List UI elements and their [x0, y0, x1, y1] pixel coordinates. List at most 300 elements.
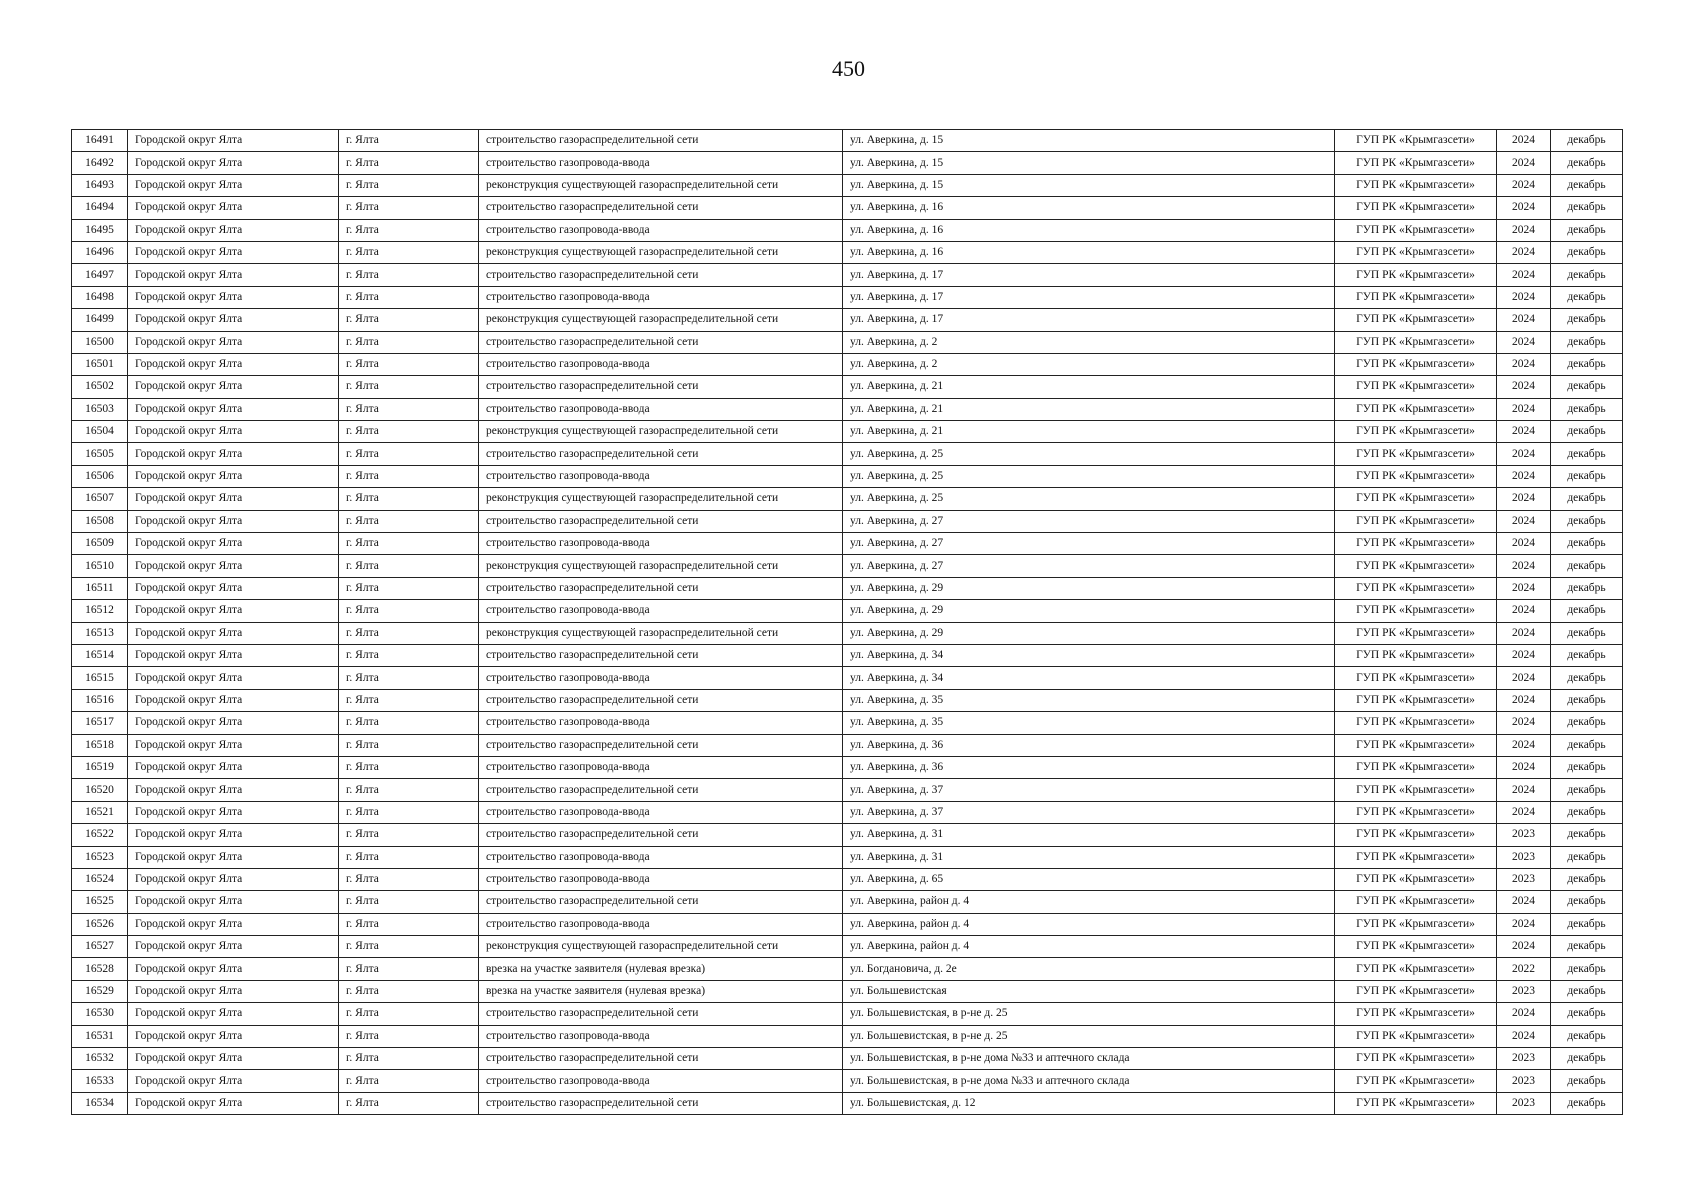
- cell-municipality: Городской округ Ялта: [128, 689, 339, 711]
- cell-organization: ГУП РК «Крымгазсети»: [1335, 286, 1497, 308]
- cell-settlement: г. Ялта: [339, 555, 479, 577]
- cell-address: ул. Аверкина, д. 36: [843, 756, 1335, 778]
- cell-work-type: строительство газопровода-ввода: [479, 353, 843, 375]
- cell-address: ул. Аверкина, д. 17: [843, 286, 1335, 308]
- cell-work-type: реконструкция существующей газораспределительной сети: [479, 174, 843, 196]
- cell-organization: ГУП РК «Крымгазсети»: [1335, 331, 1497, 353]
- cell-work-type: строительство газораспределительной сети: [479, 331, 843, 353]
- cell-organization: ГУП РК «Крымгазсети»: [1335, 913, 1497, 935]
- cell-settlement: г. Ялта: [339, 779, 479, 801]
- cell-year: 2024: [1497, 241, 1551, 263]
- cell-settlement: г. Ялта: [339, 309, 479, 331]
- cell-settlement: г. Ялта: [339, 600, 479, 622]
- cell-work-type: строительство газопровода-ввода: [479, 398, 843, 420]
- cell-organization: ГУП РК «Крымгазсети»: [1335, 891, 1497, 913]
- cell-year: 2024: [1497, 913, 1551, 935]
- cell-year: 2023: [1497, 1092, 1551, 1114]
- cell-month: декабрь: [1551, 174, 1623, 196]
- cell-month: декабрь: [1551, 891, 1623, 913]
- cell-work-type: реконструкция существующей газораспределительной сети: [479, 241, 843, 263]
- cell-municipality: Городской округ Ялта: [128, 264, 339, 286]
- cell-year: 2024: [1497, 174, 1551, 196]
- cell-row-number: 16491: [72, 130, 128, 152]
- cell-organization: ГУП РК «Крымгазсети»: [1335, 1092, 1497, 1114]
- cell-municipality: Городской округ Ялта: [128, 712, 339, 734]
- cell-municipality: Городской округ Ялта: [128, 1070, 339, 1092]
- cell-organization: ГУП РК «Крымгазсети»: [1335, 846, 1497, 868]
- cell-settlement: г. Ялта: [339, 644, 479, 666]
- table-row: [72, 353, 1623, 375]
- cell-work-type: строительство газораспределительной сети: [479, 891, 843, 913]
- cell-municipality: Городской округ Ялта: [128, 309, 339, 331]
- cell-month: декабрь: [1551, 353, 1623, 375]
- cell-address: ул. Аверкина, д. 2: [843, 331, 1335, 353]
- cell-settlement: г. Ялта: [339, 1025, 479, 1047]
- cell-year: 2022: [1497, 958, 1551, 980]
- cell-municipality: Городской округ Ялта: [128, 779, 339, 801]
- cell-municipality: Городской округ Ялта: [128, 1092, 339, 1114]
- cell-settlement: г. Ялта: [339, 174, 479, 196]
- cell-row-number: 16521: [72, 801, 128, 823]
- cell-municipality: Городской округ Ялта: [128, 644, 339, 666]
- cell-municipality: Городской округ Ялта: [128, 130, 339, 152]
- cell-address: ул. Богдановича, д. 2е: [843, 958, 1335, 980]
- table-row: [72, 577, 1623, 599]
- cell-work-type: строительство газопровода-ввода: [479, 913, 843, 935]
- cell-row-number: 16493: [72, 174, 128, 196]
- cell-month: декабрь: [1551, 1048, 1623, 1070]
- cell-settlement: г. Ялта: [339, 443, 479, 465]
- cell-row-number: 16508: [72, 510, 128, 532]
- cell-settlement: г. Ялта: [339, 152, 479, 174]
- cell-row-number: 16516: [72, 689, 128, 711]
- cell-work-type: строительство газораспределительной сети: [479, 376, 843, 398]
- cell-settlement: г. Ялта: [339, 712, 479, 734]
- cell-work-type: строительство газопровода-ввода: [479, 219, 843, 241]
- cell-row-number: 16532: [72, 1048, 128, 1070]
- cell-organization: ГУП РК «Крымгазсети»: [1335, 443, 1497, 465]
- cell-organization: ГУП РК «Крымгазсети»: [1335, 174, 1497, 196]
- cell-municipality: Городской округ Ялта: [128, 533, 339, 555]
- cell-year: 2024: [1497, 421, 1551, 443]
- cell-row-number: 16497: [72, 264, 128, 286]
- cell-organization: ГУП РК «Крымгазсети»: [1335, 1025, 1497, 1047]
- cell-year: 2024: [1497, 801, 1551, 823]
- cell-organization: ГУП РК «Крымгазсети»: [1335, 241, 1497, 263]
- cell-row-number: 16529: [72, 980, 128, 1002]
- table-row: [72, 376, 1623, 398]
- table-row: [72, 174, 1623, 196]
- cell-organization: ГУП РК «Крымгазсети»: [1335, 376, 1497, 398]
- cell-settlement: г. Ялта: [339, 353, 479, 375]
- table-row: [72, 600, 1623, 622]
- cell-work-type: строительство газораспределительной сети: [479, 1092, 843, 1114]
- cell-work-type: строительство газопровода-ввода: [479, 600, 843, 622]
- cell-address: ул. Аверкина, д. 29: [843, 577, 1335, 599]
- cell-organization: ГУП РК «Крымгазсети»: [1335, 555, 1497, 577]
- cell-month: декабрь: [1551, 689, 1623, 711]
- cell-municipality: Городской округ Ялта: [128, 824, 339, 846]
- table-row: [72, 241, 1623, 263]
- cell-row-number: 16525: [72, 891, 128, 913]
- cell-month: декабрь: [1551, 286, 1623, 308]
- table-row: [72, 488, 1623, 510]
- cell-work-type: строительство газораспределительной сети: [479, 264, 843, 286]
- cell-row-number: 16512: [72, 600, 128, 622]
- cell-municipality: Городской округ Ялта: [128, 197, 339, 219]
- cell-address: ул. Аверкина, д. 35: [843, 689, 1335, 711]
- cell-organization: ГУП РК «Крымгазсети»: [1335, 779, 1497, 801]
- table-row: [72, 1070, 1623, 1092]
- cell-work-type: строительство газораспределительной сети: [479, 689, 843, 711]
- cell-address: ул. Аверкина, д. 29: [843, 622, 1335, 644]
- cell-organization: ГУП РК «Крымгазсети»: [1335, 936, 1497, 958]
- cell-address: ул. Аверкина, д. 25: [843, 488, 1335, 510]
- cell-row-number: 16519: [72, 756, 128, 778]
- cell-year: 2024: [1497, 1025, 1551, 1047]
- cell-address: ул. Аверкина, район д. 4: [843, 913, 1335, 935]
- cell-organization: ГУП РК «Крымгазсети»: [1335, 510, 1497, 532]
- cell-month: декабрь: [1551, 465, 1623, 487]
- cell-work-type: реконструкция существующей газораспределительной сети: [479, 421, 843, 443]
- cell-municipality: Городской округ Ялта: [128, 868, 339, 890]
- cell-municipality: Городской округ Ялта: [128, 1025, 339, 1047]
- cell-year: 2024: [1497, 600, 1551, 622]
- table-row: [72, 152, 1623, 174]
- cell-month: декабрь: [1551, 913, 1623, 935]
- cell-address: ул. Аверкина, д. 21: [843, 421, 1335, 443]
- cell-address: ул. Аверкина, д. 35: [843, 712, 1335, 734]
- cell-work-type: реконструкция существующей газораспределительной сети: [479, 309, 843, 331]
- cell-work-type: реконструкция существующей газораспределительной сети: [479, 622, 843, 644]
- cell-month: декабрь: [1551, 846, 1623, 868]
- cell-organization: ГУП РК «Крымгазсети»: [1335, 488, 1497, 510]
- table-row: [72, 421, 1623, 443]
- cell-settlement: г. Ялта: [339, 846, 479, 868]
- cell-organization: ГУП РК «Крымгазсети»: [1335, 152, 1497, 174]
- cell-municipality: Городской округ Ялта: [128, 421, 339, 443]
- cell-row-number: 16526: [72, 913, 128, 935]
- table-row: [72, 555, 1623, 577]
- cell-address: ул. Большевистская, в р-не дома №33 и аптечного склада: [843, 1070, 1335, 1092]
- table-row: [72, 309, 1623, 331]
- cell-month: декабрь: [1551, 667, 1623, 689]
- cell-year: 2024: [1497, 376, 1551, 398]
- cell-year: 2024: [1497, 353, 1551, 375]
- cell-municipality: Городской округ Ялта: [128, 353, 339, 375]
- page-number: 450: [832, 56, 865, 81]
- cell-month: декабрь: [1551, 510, 1623, 532]
- cell-year: 2024: [1497, 712, 1551, 734]
- table-row: [72, 689, 1623, 711]
- cell-month: декабрь: [1551, 376, 1623, 398]
- cell-year: 2024: [1497, 756, 1551, 778]
- gas-network-registry-table: [71, 129, 1623, 1115]
- cell-address: ул. Аверкина, д. 21: [843, 398, 1335, 420]
- cell-year: 2024: [1497, 219, 1551, 241]
- table-row: [72, 913, 1623, 935]
- cell-settlement: г. Ялта: [339, 286, 479, 308]
- cell-municipality: Городской округ Ялта: [128, 241, 339, 263]
- cell-municipality: Городской округ Ялта: [128, 1048, 339, 1070]
- table-row: [72, 824, 1623, 846]
- cell-work-type: строительство газопровода-ввода: [479, 846, 843, 868]
- cell-organization: ГУП РК «Крымгазсети»: [1335, 309, 1497, 331]
- cell-settlement: г. Ялта: [339, 130, 479, 152]
- table-row: [72, 443, 1623, 465]
- cell-work-type: врезка на участке заявителя (нулевая врезка): [479, 980, 843, 1002]
- table-row: [72, 868, 1623, 890]
- cell-organization: ГУП РК «Крымгазсети»: [1335, 197, 1497, 219]
- cell-work-type: строительство газопровода-ввода: [479, 152, 843, 174]
- cell-work-type: строительство газораспределительной сети: [479, 824, 843, 846]
- cell-year: 2024: [1497, 309, 1551, 331]
- cell-organization: ГУП РК «Крымгазсети»: [1335, 264, 1497, 286]
- cell-organization: ГУП РК «Крымгазсети»: [1335, 219, 1497, 241]
- cell-year: 2024: [1497, 197, 1551, 219]
- cell-work-type: строительство газопровода-ввода: [479, 801, 843, 823]
- cell-month: декабрь: [1551, 577, 1623, 599]
- cell-row-number: 16524: [72, 868, 128, 890]
- cell-row-number: 16494: [72, 197, 128, 219]
- cell-organization: ГУП РК «Крымгазсети»: [1335, 600, 1497, 622]
- cell-month: декабрь: [1551, 868, 1623, 890]
- cell-year: 2023: [1497, 846, 1551, 868]
- cell-municipality: Городской округ Ялта: [128, 376, 339, 398]
- cell-address: ул. Аверкина, д. 37: [843, 779, 1335, 801]
- cell-year: 2024: [1497, 264, 1551, 286]
- table-row: [72, 533, 1623, 555]
- cell-address: ул. Аверкина, д. 29: [843, 600, 1335, 622]
- table-row: [72, 891, 1623, 913]
- cell-work-type: строительство газораспределительной сети: [479, 443, 843, 465]
- cell-municipality: Городской округ Ялта: [128, 1003, 339, 1025]
- cell-settlement: г. Ялта: [339, 936, 479, 958]
- cell-month: декабрь: [1551, 152, 1623, 174]
- cell-settlement: г. Ялта: [339, 376, 479, 398]
- cell-municipality: Городской округ Ялта: [128, 891, 339, 913]
- cell-row-number: 16528: [72, 958, 128, 980]
- cell-address: ул. Большевистская, в р-не дома №33 и аптечного склада: [843, 1048, 1335, 1070]
- cell-organization: ГУП РК «Крымгазсети»: [1335, 756, 1497, 778]
- table-row: [72, 130, 1623, 152]
- cell-year: 2023: [1497, 1070, 1551, 1092]
- cell-row-number: 16499: [72, 309, 128, 331]
- cell-municipality: Городской округ Ялта: [128, 734, 339, 756]
- table-row: [72, 958, 1623, 980]
- table-row: [72, 936, 1623, 958]
- cell-municipality: Городской округ Ялта: [128, 219, 339, 241]
- cell-month: декабрь: [1551, 779, 1623, 801]
- cell-organization: ГУП РК «Крымгазсети»: [1335, 398, 1497, 420]
- cell-municipality: Городской округ Ялта: [128, 174, 339, 196]
- cell-organization: ГУП РК «Крымгазсети»: [1335, 667, 1497, 689]
- cell-month: декабрь: [1551, 734, 1623, 756]
- cell-settlement: г. Ялта: [339, 421, 479, 443]
- cell-year: 2024: [1497, 331, 1551, 353]
- cell-municipality: Городской округ Ялта: [128, 398, 339, 420]
- cell-row-number: 16511: [72, 577, 128, 599]
- cell-row-number: 16515: [72, 667, 128, 689]
- cell-row-number: 16523: [72, 846, 128, 868]
- cell-address: ул. Большевистская, д. 12: [843, 1092, 1335, 1114]
- cell-organization: ГУП РК «Крымгазсети»: [1335, 712, 1497, 734]
- cell-work-type: строительство газопровода-ввода: [479, 756, 843, 778]
- cell-address: ул. Аверкина, д. 65: [843, 868, 1335, 890]
- cell-row-number: 16517: [72, 712, 128, 734]
- table-row: [72, 1092, 1623, 1114]
- cell-row-number: 16513: [72, 622, 128, 644]
- cell-month: декабрь: [1551, 130, 1623, 152]
- cell-address: ул. Аверкина, д. 2: [843, 353, 1335, 375]
- cell-address: ул. Аверкина, д. 15: [843, 130, 1335, 152]
- cell-settlement: г. Ялта: [339, 510, 479, 532]
- cell-settlement: г. Ялта: [339, 264, 479, 286]
- table-row: [72, 1003, 1623, 1025]
- cell-settlement: г. Ялта: [339, 533, 479, 555]
- cell-municipality: Городской округ Ялта: [128, 980, 339, 1002]
- cell-address: ул. Аверкина, д. 17: [843, 309, 1335, 331]
- cell-year: 2024: [1497, 398, 1551, 420]
- cell-work-type: строительство газопровода-ввода: [479, 868, 843, 890]
- cell-year: 2023: [1497, 1048, 1551, 1070]
- cell-settlement: г. Ялта: [339, 734, 479, 756]
- cell-work-type: врезка на участке заявителя (нулевая врезка): [479, 958, 843, 980]
- cell-address: ул. Аверкина, д. 15: [843, 152, 1335, 174]
- cell-work-type: строительство газораспределительной сети: [479, 1003, 843, 1025]
- cell-year: 2024: [1497, 555, 1551, 577]
- cell-settlement: г. Ялта: [339, 219, 479, 241]
- cell-address: ул. Аверкина, д. 15: [843, 174, 1335, 196]
- cell-organization: ГУП РК «Крымгазсети»: [1335, 1070, 1497, 1092]
- cell-settlement: г. Ялта: [339, 667, 479, 689]
- cell-municipality: Городской округ Ялта: [128, 577, 339, 599]
- table-row: [72, 779, 1623, 801]
- cell-settlement: г. Ялта: [339, 197, 479, 219]
- cell-month: декабрь: [1551, 219, 1623, 241]
- cell-municipality: Городской округ Ялта: [128, 488, 339, 510]
- cell-month: декабрь: [1551, 309, 1623, 331]
- cell-month: декабрь: [1551, 644, 1623, 666]
- cell-month: декабрь: [1551, 398, 1623, 420]
- table-row: [72, 801, 1623, 823]
- table-row: [72, 712, 1623, 734]
- cell-organization: ГУП РК «Крымгазсети»: [1335, 689, 1497, 711]
- table-row: [72, 219, 1623, 241]
- cell-municipality: Городской округ Ялта: [128, 600, 339, 622]
- cell-month: декабрь: [1551, 443, 1623, 465]
- cell-organization: ГУП РК «Крымгазсети»: [1335, 868, 1497, 890]
- cell-organization: ГУП РК «Крымгазсети»: [1335, 353, 1497, 375]
- table-row: [72, 1048, 1623, 1070]
- cell-month: декабрь: [1551, 622, 1623, 644]
- cell-work-type: реконструкция существующей газораспределительной сети: [479, 555, 843, 577]
- table-row: [72, 331, 1623, 353]
- cell-municipality: Городской округ Ялта: [128, 801, 339, 823]
- cell-year: 2024: [1497, 1003, 1551, 1025]
- cell-settlement: г. Ялта: [339, 1070, 479, 1092]
- table-row: [72, 980, 1623, 1002]
- table-row: [72, 264, 1623, 286]
- cell-settlement: г. Ялта: [339, 958, 479, 980]
- cell-settlement: г. Ялта: [339, 801, 479, 823]
- cell-row-number: 16505: [72, 443, 128, 465]
- cell-address: ул. Аверкина, д. 31: [843, 824, 1335, 846]
- cell-work-type: строительство газораспределительной сети: [479, 644, 843, 666]
- cell-row-number: 16534: [72, 1092, 128, 1114]
- cell-organization: ГУП РК «Крымгазсети»: [1335, 980, 1497, 1002]
- cell-settlement: г. Ялта: [339, 868, 479, 890]
- cell-organization: ГУП РК «Крымгазсети»: [1335, 824, 1497, 846]
- cell-address: ул. Аверкина, д. 16: [843, 241, 1335, 263]
- cell-address: ул. Аверкина, д. 25: [843, 443, 1335, 465]
- cell-settlement: г. Ялта: [339, 465, 479, 487]
- cell-row-number: 16509: [72, 533, 128, 555]
- cell-month: декабрь: [1551, 1092, 1623, 1114]
- cell-row-number: 16496: [72, 241, 128, 263]
- cell-address: ул. Аверкина, д. 27: [843, 533, 1335, 555]
- cell-municipality: Городской округ Ялта: [128, 152, 339, 174]
- cell-address: ул. Аверкина, д. 27: [843, 555, 1335, 577]
- cell-row-number: 16520: [72, 779, 128, 801]
- table-row: [72, 667, 1623, 689]
- cell-address: ул. Аверкина, район д. 4: [843, 936, 1335, 958]
- cell-row-number: 16495: [72, 219, 128, 241]
- cell-row-number: 16501: [72, 353, 128, 375]
- cell-row-number: 16492: [72, 152, 128, 174]
- cell-address: ул. Аверкина, д. 25: [843, 465, 1335, 487]
- cell-address: ул. Аверкина, д. 27: [843, 510, 1335, 532]
- cell-work-type: строительство газораспределительной сети: [479, 577, 843, 599]
- cell-month: декабрь: [1551, 1070, 1623, 1092]
- cell-work-type: строительство газораспределительной сети: [479, 1048, 843, 1070]
- cell-work-type: строительство газопровода-ввода: [479, 465, 843, 487]
- cell-municipality: Городской округ Ялта: [128, 622, 339, 644]
- cell-address: ул. Большевистская: [843, 980, 1335, 1002]
- cell-year: 2024: [1497, 689, 1551, 711]
- table-row: [72, 398, 1623, 420]
- cell-organization: ГУП РК «Крымгазсети»: [1335, 130, 1497, 152]
- cell-organization: ГУП РК «Крымгазсети»: [1335, 1003, 1497, 1025]
- cell-row-number: 16522: [72, 824, 128, 846]
- cell-settlement: г. Ялта: [339, 913, 479, 935]
- cell-municipality: Городской округ Ялта: [128, 331, 339, 353]
- cell-year: 2023: [1497, 980, 1551, 1002]
- cell-year: 2023: [1497, 868, 1551, 890]
- cell-year: 2024: [1497, 577, 1551, 599]
- cell-month: декабрь: [1551, 264, 1623, 286]
- cell-work-type: строительство газораспределительной сети: [479, 734, 843, 756]
- cell-organization: ГУП РК «Крымгазсети»: [1335, 1048, 1497, 1070]
- table-row: [72, 644, 1623, 666]
- cell-municipality: Городской округ Ялта: [128, 510, 339, 532]
- cell-work-type: строительство газопровода-ввода: [479, 286, 843, 308]
- cell-month: декабрь: [1551, 936, 1623, 958]
- cell-settlement: г. Ялта: [339, 622, 479, 644]
- cell-year: 2024: [1497, 734, 1551, 756]
- cell-settlement: г. Ялта: [339, 398, 479, 420]
- cell-month: декабрь: [1551, 555, 1623, 577]
- cell-address: ул. Аверкина, д. 34: [843, 644, 1335, 666]
- cell-settlement: г. Ялта: [339, 577, 479, 599]
- cell-month: декабрь: [1551, 197, 1623, 219]
- cell-month: декабрь: [1551, 824, 1623, 846]
- cell-row-number: 16500: [72, 331, 128, 353]
- cell-year: 2024: [1497, 443, 1551, 465]
- cell-month: декабрь: [1551, 241, 1623, 263]
- cell-year: 2024: [1497, 130, 1551, 152]
- cell-row-number: 16498: [72, 286, 128, 308]
